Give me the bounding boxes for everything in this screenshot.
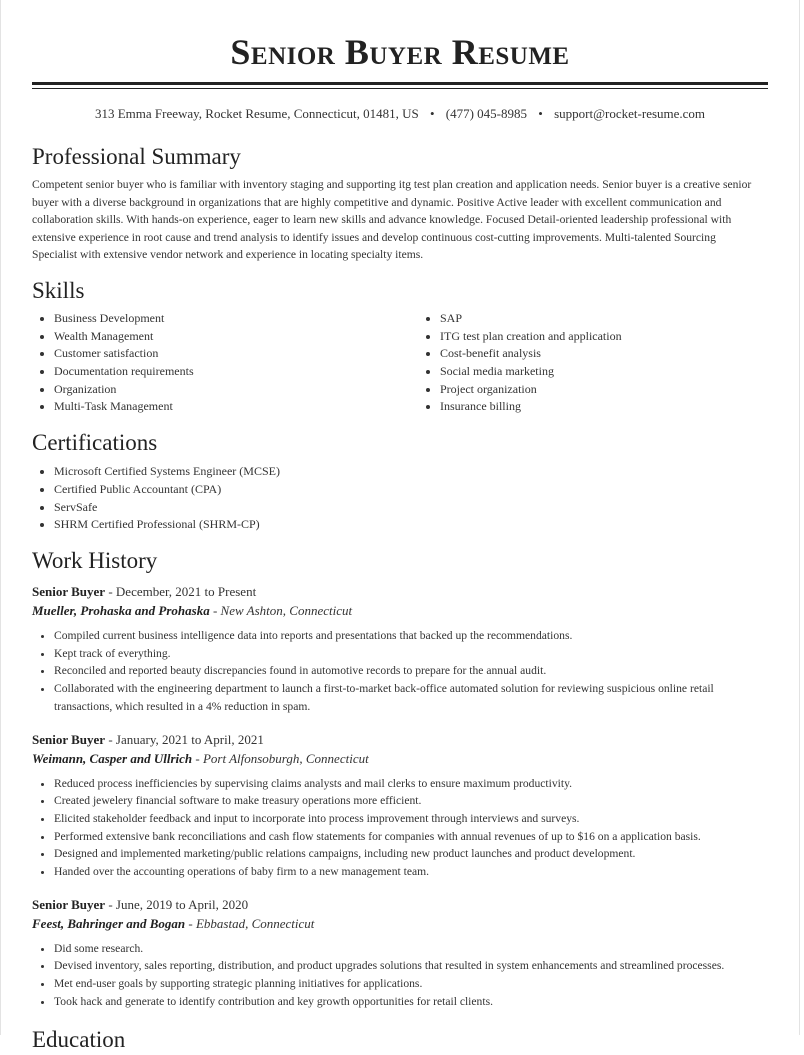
job-bullet: • Met end-user goals by supporting strategic planning initiatives for applications. — [54, 975, 759, 993]
education-heading: Education — [32, 1026, 126, 1052]
skill-item: • Insurance billing — [440, 398, 804, 416]
summary-heading: Professional Summary — [32, 144, 241, 169]
skills-columns — [32, 310, 759, 416]
skill-item: • Organization — [54, 381, 418, 399]
skills-section — [32, 276, 759, 416]
job-employer: Mueller, Prohaska and Prohaska — [32, 603, 210, 618]
skill-item: • Cost-benefit analysis — [440, 345, 804, 363]
skill-item: • Documentation requirements — [54, 363, 418, 381]
skill-item: • ITG test plan creation and application — [440, 328, 804, 346]
certification-item: • ServSafe — [54, 499, 759, 517]
header-rule-thick — [32, 82, 768, 85]
contact-line — [1, 106, 799, 122]
skill-item: • Multi-Task Management — [54, 398, 418, 416]
job-title: Senior Buyer — [32, 584, 106, 599]
job-location: - New Ashton, Connecticut — [209, 603, 353, 618]
contact-email: support@rocket-resume.com — [554, 106, 706, 121]
resume-body — [32, 142, 759, 1055]
summary-section — [32, 142, 759, 264]
job-bullet: • Devised inventory, sales reporting, distribution, and product upgrades solutions that resulted in system enhancements and streamlined processes. — [54, 957, 759, 975]
job-bullet: • Designed and implemented marketing/public relations campaigns, including new product launches and product development. — [54, 845, 759, 863]
certification-item: • Certified Public Accountant (CPA) — [54, 481, 759, 499]
job-dates: - January, 2021 to April, 2021 — [105, 731, 264, 747]
job-bullet: • Performed extensive bank reconciliations and cash flow statements for companies with annual revenues of up to $16 on a application basis. — [54, 828, 759, 846]
job-bullet: • Elicited stakeholder feedback and input to incorporate into process improvement through interviews and surveys. — [54, 810, 759, 828]
job-entry — [32, 582, 759, 716]
job-employer: Weimann, Casper and Ullrich — [32, 750, 193, 766]
certifications-section — [32, 428, 759, 534]
resume-title: Senior Buyer Resume — [230, 32, 570, 72]
skills-heading: Skills — [32, 277, 85, 303]
job-title: Senior Buyer — [32, 731, 106, 747]
job-bullet: • Did some research. — [54, 940, 759, 958]
skill-item: • Customer satisfaction — [54, 345, 418, 363]
job-title-line — [32, 730, 759, 749]
summary-text: Competent senior buyer who is familiar with inventory staging and supporting itg test plan creation and application needs. Senior buyer is a creative senior buyer with a diverse background in organizations that are highly competitive and dynamic. Positive Active leader with excellent communication and collaboration skills. With hands-on experience, eager to learn new skills and advance knowledge. Focused Detail-oriented leadership professional with extensive experience in root cause and trend analysis to identify issues and develop continuous cost-cutting improvements. Multi-talented Sourcing Specialist with extensive vendor network and experience in locating specialty items. — [32, 178, 752, 262]
job-bullets — [32, 940, 759, 1011]
skill-item: • Social media marketing — [440, 363, 804, 381]
job-employer-line — [32, 749, 759, 768]
job-employer-line — [32, 601, 759, 620]
skill-item: • Wealth Management — [54, 328, 418, 346]
job-entry — [32, 895, 759, 1011]
job-location: - Port Alfonsoburgh, Connecticut — [192, 750, 369, 766]
education-section — [32, 1025, 759, 1055]
job-bullet: • Took hack and generate to identify contribution and key growth opportunities for retail clients. — [54, 993, 759, 1011]
work-history-section — [32, 546, 759, 1011]
job-dates: - June, 2019 to April, 2020 — [105, 896, 249, 912]
job-bullet: • Reconciled and reported beauty discrepancies found in automotive records to prepare for the annual audit. — [54, 662, 759, 680]
work-history-heading: Work History — [32, 548, 158, 573]
certifications-heading: Certifications — [32, 430, 158, 456]
contact-phone: (477) 045-8985 — [445, 106, 528, 121]
contact-separator: • — [538, 106, 543, 121]
job-bullet: • Kept track of everything. — [54, 645, 759, 663]
job-bullets — [32, 627, 759, 716]
job-title-line — [32, 582, 759, 601]
job-employer: Feest, Bahringer and Bogan — [32, 915, 186, 931]
job-bullet: • Collaborated with the engineering department to launch a first-to-market back-office automated solution for reviewing suspicious online retail transactions, which resulted in a 4% reduction in spam. — [54, 680, 759, 715]
job-bullet: • Created jewelery financial software to make treasury operations more efficient. — [54, 792, 759, 810]
job-location: - Ebbastad, Connecticut — [185, 915, 315, 931]
job-bullet: • Reduced process inefficiencies by supervising claims analysts and mail clerks to ensure maximum productivity. — [54, 775, 759, 793]
skill-item: • Business Development — [54, 310, 418, 328]
job-bullet: • Handed over the accounting operations of baby firm to a new management team. — [54, 863, 759, 881]
skill-item: • Project organization — [440, 381, 804, 399]
certification-item: • Microsoft Certified Systems Engineer (MCSE) — [54, 463, 759, 481]
job-dates: - December, 2021 to Present — [105, 584, 257, 599]
job-bullet: • Compiled current business intelligence data into reports and presentations that backed up the recommendations. — [54, 627, 759, 645]
certifications-list — [32, 463, 759, 534]
certification-item: • SHRM Certified Professional (SHRM-CP) — [54, 516, 759, 534]
skills-list-left — [32, 310, 418, 416]
job-title: Senior Buyer — [32, 896, 106, 912]
job-employer-line — [32, 914, 759, 933]
contact-separator: • — [429, 106, 435, 121]
job-title-line — [32, 895, 759, 914]
skills-list-right — [418, 310, 804, 416]
skill-item: • SAP — [440, 310, 804, 328]
contact-address: 313 Emma Freeway, Rocket Resume, Connecticut, 01481, US — [94, 106, 419, 121]
job-bullets — [32, 775, 759, 881]
header-rule-thin — [32, 88, 768, 89]
job-entry — [32, 730, 759, 881]
